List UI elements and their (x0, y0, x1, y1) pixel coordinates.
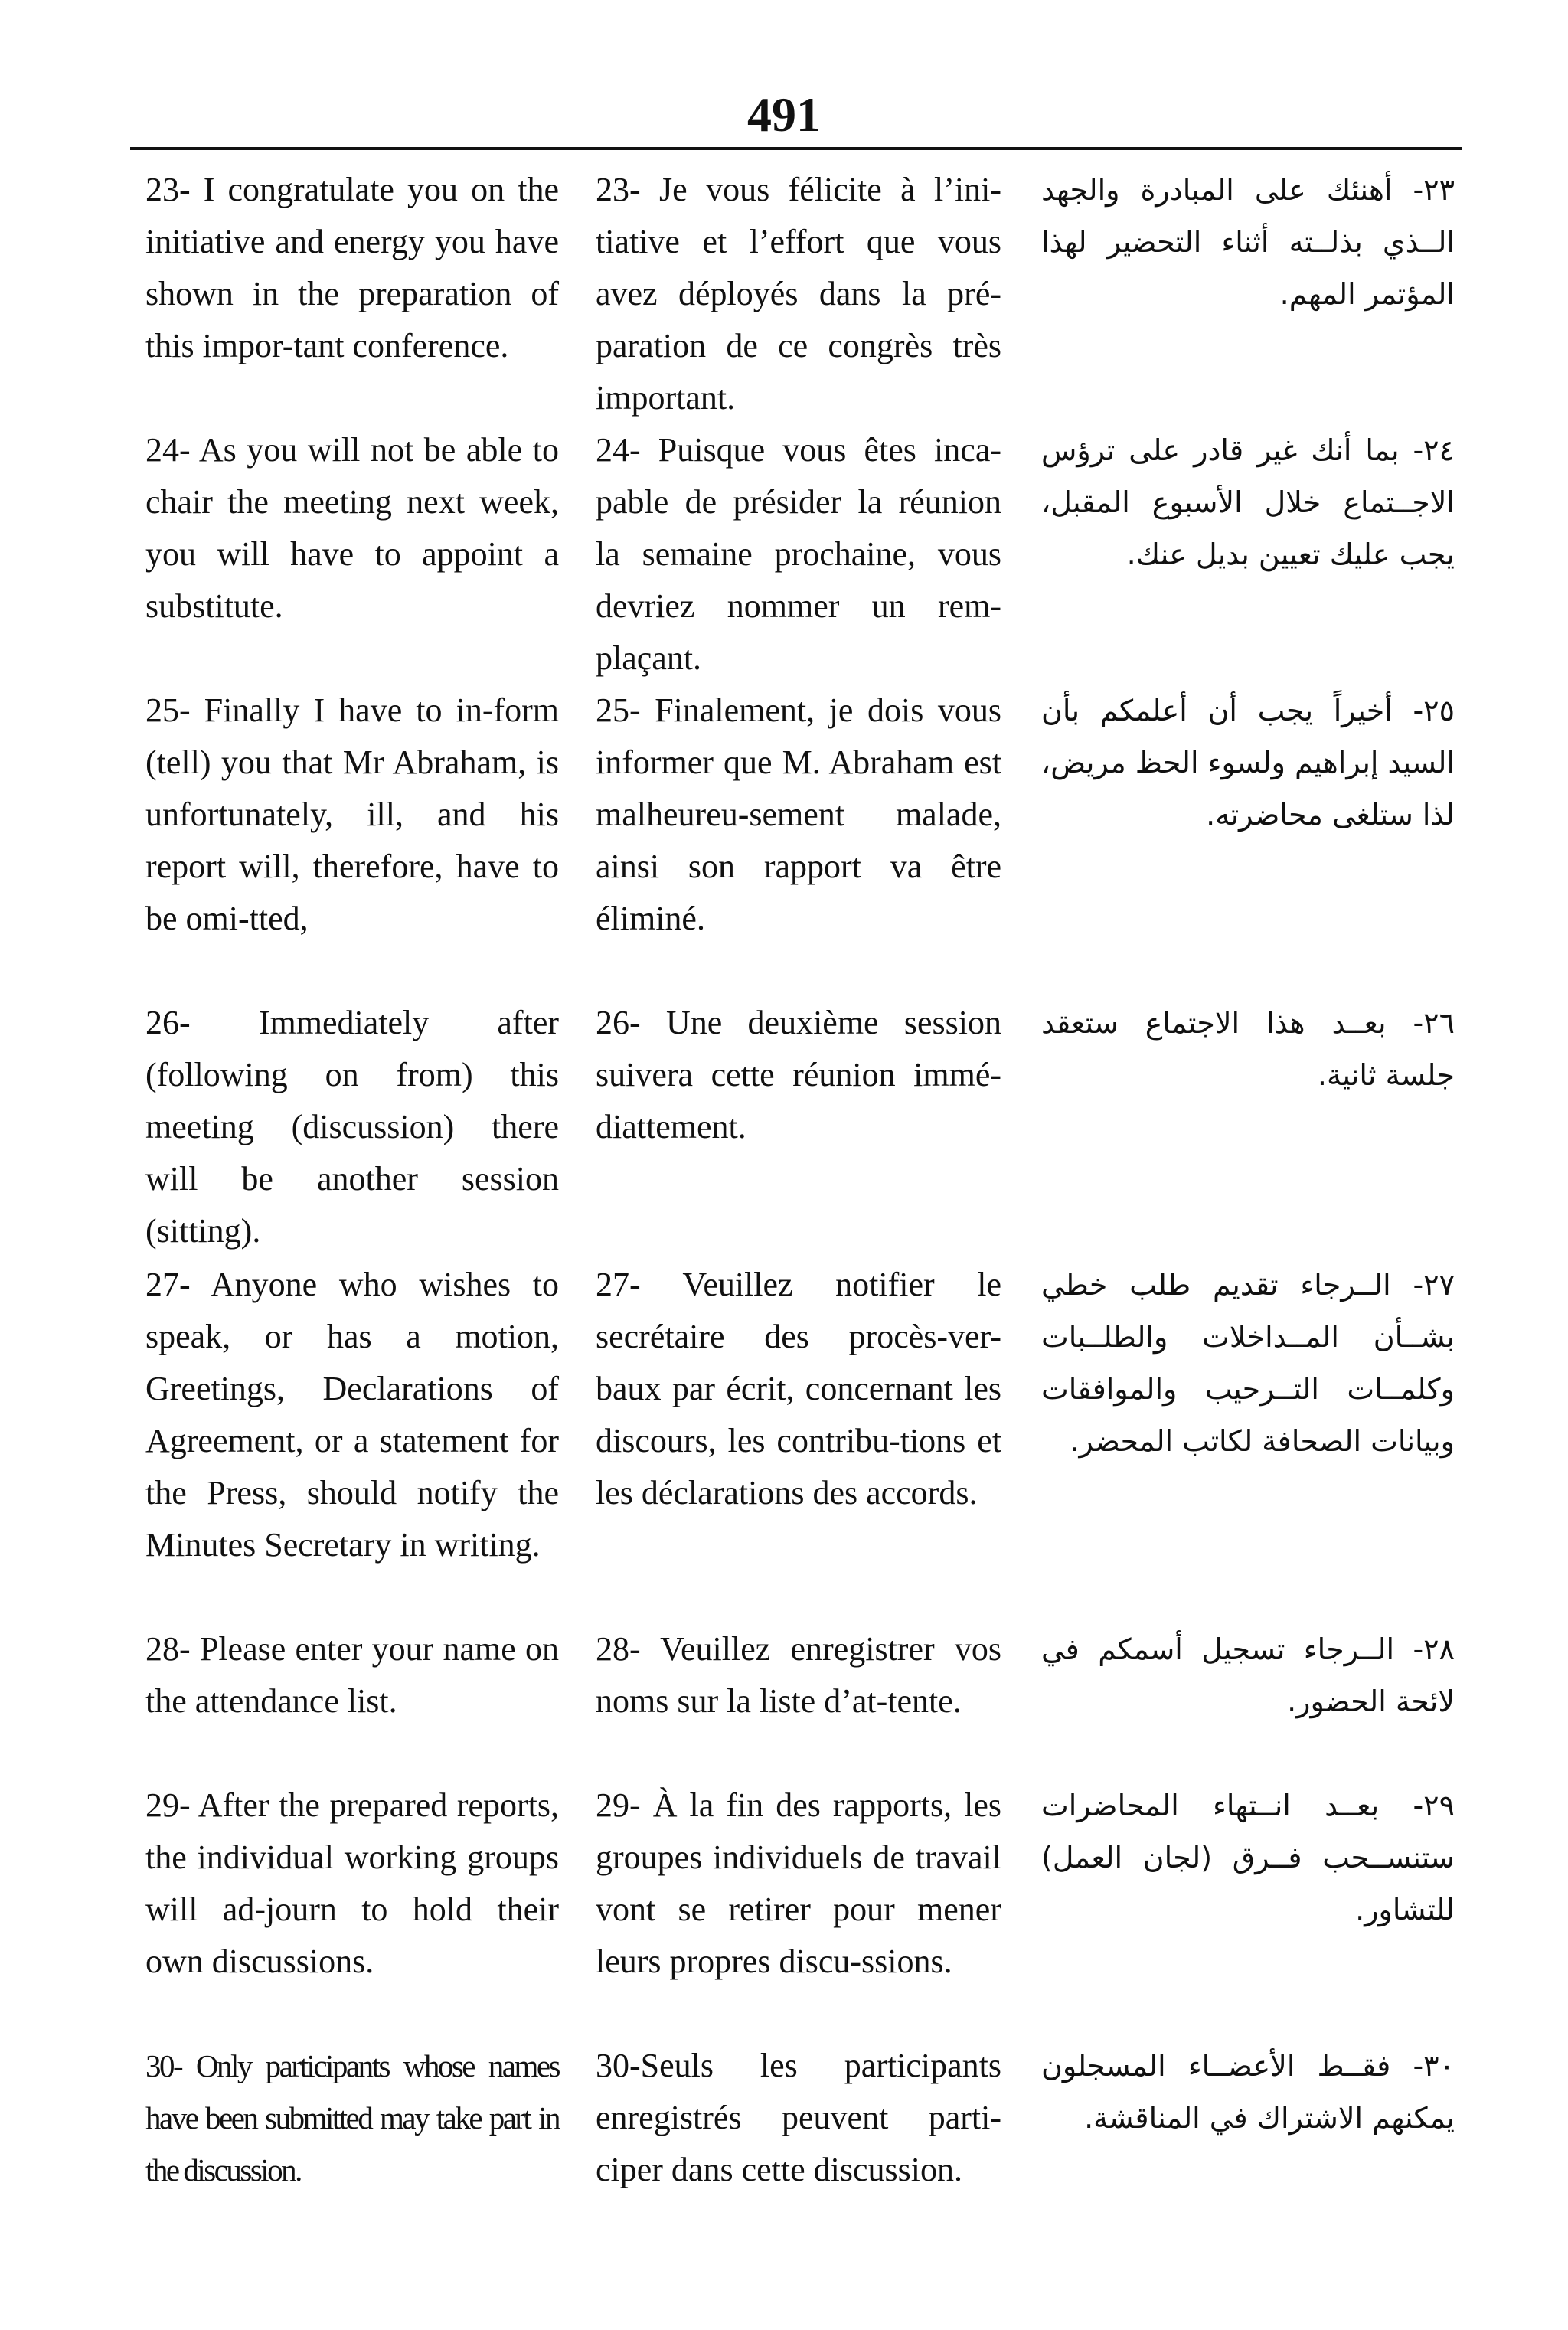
entry-30-arabic: ٣٠- فقــط الأعضــاء المسجلون يمكنهم الاشتراك في المناقشة. (1041, 2049, 1455, 2135)
entry-29-french: 29- À la fin des rapports, les groupes individuels de travail vont se retirer pour mener leurs propres discu-ssions. (596, 1786, 1001, 1980)
entry-29-english: 29- After the prepared reports, the individual working groups will ad-journ to hold their own discussions. (145, 1786, 559, 1980)
entry-23-arabic: ٢٣- أهنئك على المبادرة والجهد الــذي بذلــته أثناء التحضير لهذا المؤتمر المهم. (1041, 173, 1455, 311)
entry-26-english: 26- Immediately after (following on from) this meeting (discussion) there will be another session (sitting). (145, 1004, 559, 1250)
page-number: 491 (747, 87, 821, 142)
entry-24-english: 24- As you will not be able to chair the meeting next week, you will have to appoint a substitute. (145, 431, 559, 625)
entry-27-english: 27- Anyone who wishes to speak, or has a motion, Greetings, Declarations of Agreement, or a statement for the Press, should notify the Minutes Secretary in writing. (145, 1266, 559, 1564)
entry-23-english: 23- I congratulate you on the initiative and energy you have shown in the preparation of this impor-tant conference. (145, 171, 559, 364)
entry-28-french: 28- Veuillez enregistrer vos noms sur la liste d’at-tente. (596, 1630, 1001, 1720)
entry-30-english: 30- Only participants whose names have been submitted may take part in the discussion. (145, 2048, 559, 2188)
entry-29-arabic: ٢٩- بعــد انــتهاء المحاضرات ستنســحب فــرق (لجان العمل) للتشاور. (1041, 1789, 1455, 1926)
entry-26-french: 26- Une deuxième session suivera cette réunion immé-diattement. (596, 1004, 1001, 1145)
entry-26-arabic: ٢٦- بعــد هذا الاجتماع ستعقد جلسة ثانية. (1041, 1006, 1455, 1092)
entry-25-english: 25- Finally I have to in-form (tell) you that Mr Abraham, is unfortunately, ill, and his report will, therefore, have to be omi-tted, (145, 691, 559, 937)
entry-25-arabic: ٢٥- أخيراً يجب أن أعلمكم بأن السيد إبراهيم ولسوء الحظ مريض، لذا ستلغى محاضرته. (1041, 694, 1455, 832)
entry-23-french: 23- Je vous félicite à l’ini-tiative et l’effort que vous avez déployés dans la pré-paration de ce congrès très important. (596, 171, 1001, 417)
entry-27-french: 27- Veuillez notifier le secrétaire des procès-ver-baux par écrit, concernant les discours, les contribu-tions et les déclarations des accords. (596, 1266, 1001, 1511)
entry-28-english: 28- Please enter your name on the attendance list. (145, 1630, 559, 1720)
entry-27-arabic: ٢٧- الــرجاء تقديم طلب خطي بشــأن المــداخلات والطلــبات وكلمــات التــرحيب والموافقات وبيانات الصحافة لكاتب المحضر. (1041, 1268, 1455, 1458)
entry-28-arabic: ٢٨- الــرجاء تسجيل أسمكم في لائحة الحضور. (1041, 1632, 1455, 1718)
header-rule (130, 147, 1462, 150)
entry-24-arabic: ٢٤- بما أنك غير قادر على ترؤس الاجــتماع خلال الأسبوع المقبل، يجب عليك تعيين بديل عنك. (1041, 433, 1455, 571)
entry-30-french: 30-Seuls les participants enregistrés peuvent parti-ciper dans cette discussion. (596, 2047, 1001, 2188)
entry-24-french: 24- Puisque vous êtes inca-pable de présider la réunion la semaine prochaine, vous devriez nommer un rem-plaçant. (596, 431, 1001, 677)
entry-25-french: 25- Finalement, je dois vous informer que M. Abraham est malheureu-sement malade, ainsi son rapport va être éliminé. (596, 691, 1001, 937)
